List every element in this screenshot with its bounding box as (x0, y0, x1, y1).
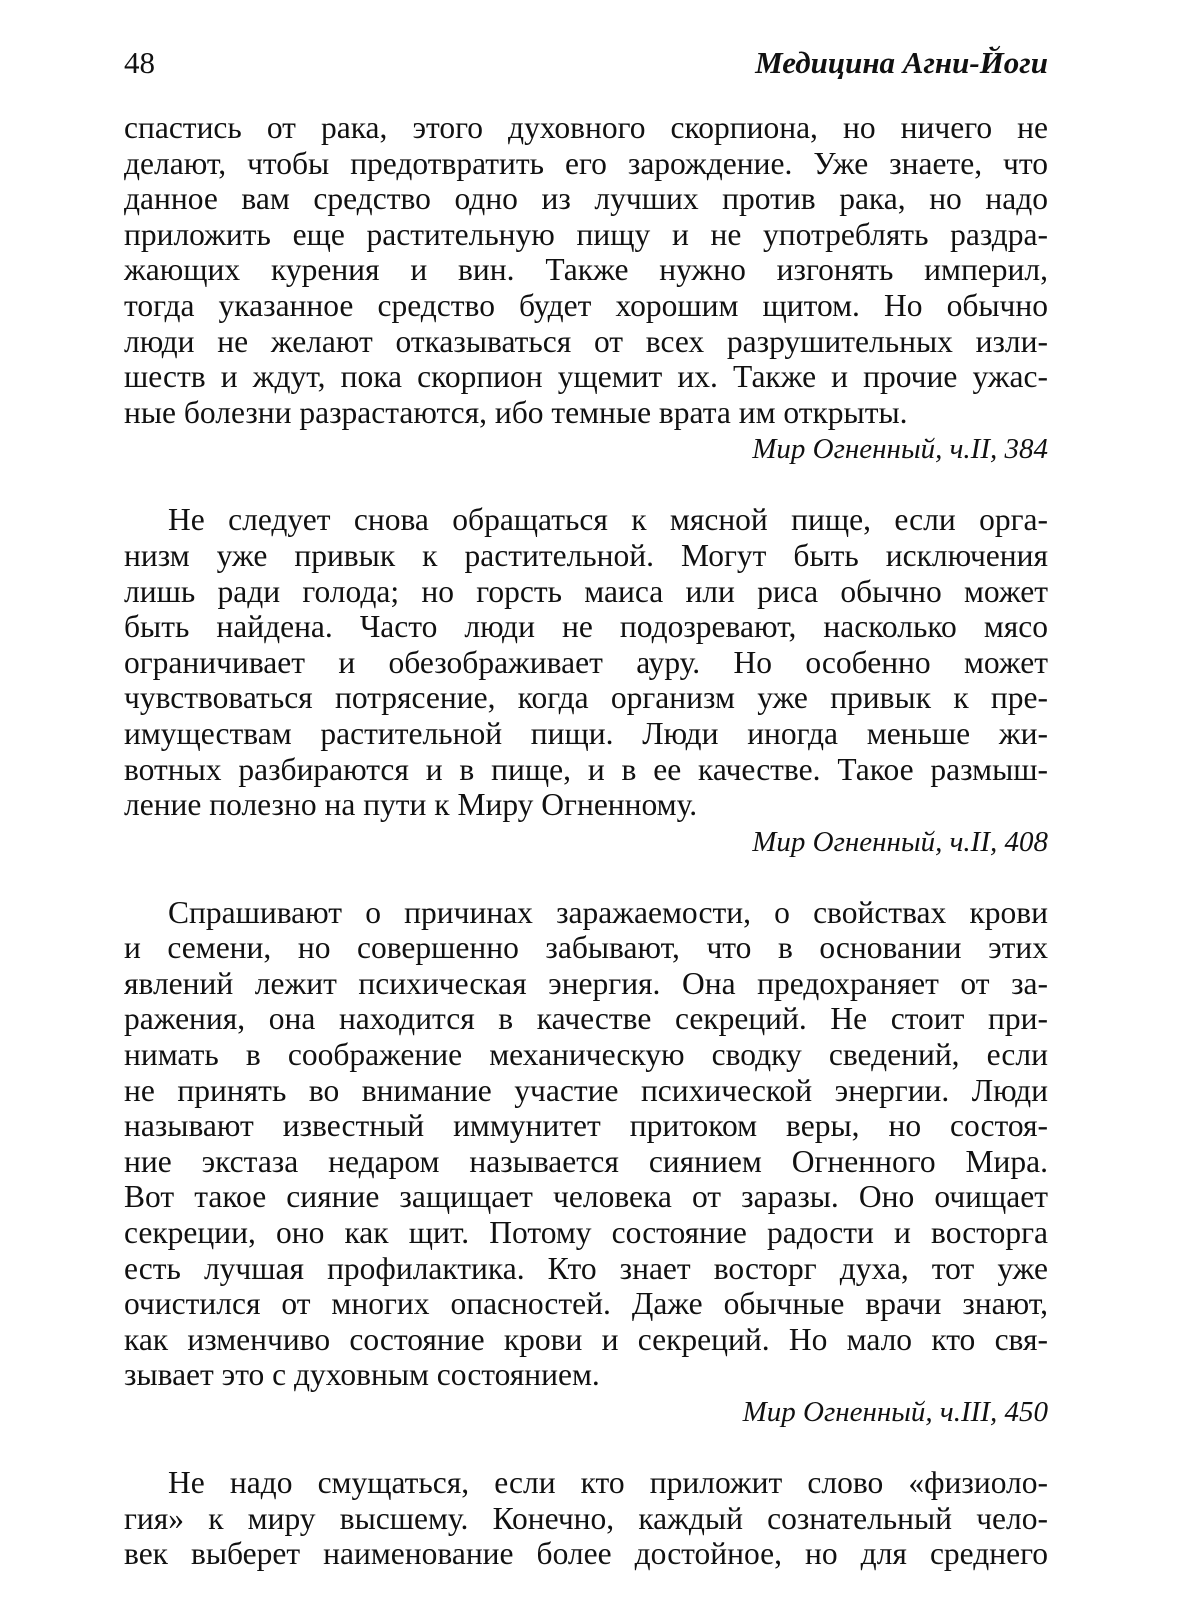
text-line: Вот такое сияние защищает человека от заразы. Оно очищает (124, 1179, 1048, 1215)
running-head (124, 44, 1048, 82)
paragraph-gap (124, 859, 1048, 895)
text-line: Не надо смущаться, если кто приложит слово «физиоло- (168, 1465, 1048, 1500)
text-line: явлений лежит психическая энергия. Она предохраняет от за- (124, 965, 1048, 1001)
text-line: Не следует снова обращаться к мясной пище, если орга- (168, 502, 1048, 538)
text-line: низм уже привык к растительной. Могут быть исключения (124, 537, 1048, 573)
text-line: ные болезни разрастаются, ибо темные врата им открыты. (124, 394, 908, 430)
text-line: зывает это с духовным состоянием. (124, 1357, 600, 1393)
text-line: чувствоваться потрясение, когда организм уже привык к пре- (124, 680, 1048, 716)
paragraph (124, 895, 1048, 1429)
text-line: не принять во внимание участие психической энергии. Люди (124, 1072, 1048, 1108)
text-line: делают, чтобы предотвратить его зарождение. Уже знаете, что (124, 145, 1048, 181)
source-citation: Мир Огненный, ч.II, 408 (752, 825, 1048, 858)
text-line: нимать в соображение механическую сводку сведений, если (124, 1037, 1048, 1073)
paragraph (124, 110, 1048, 466)
text-line: лишь ради голода; но горсть маиса или риса обычно может (124, 573, 1048, 609)
paragraph (124, 1465, 1048, 1572)
page-body (124, 110, 1048, 1572)
text-line: очистился от многих опасностей. Даже обычные врачи знают, (124, 1286, 1048, 1322)
text-line: имуществам растительной пищи. Люди иногда меньше жи- (124, 715, 1048, 751)
text-line: ление полезно на пути к Миру Огненному. (124, 787, 698, 823)
text-line: тогда указанное средство будет хорошим щитом. Но обычно (124, 287, 1048, 323)
text-line: как изменчиво состояние крови и секреций. Но мало кто свя- (124, 1321, 1048, 1357)
text-line: жающих курения и вин. Также нужно изгонять империл, (124, 252, 1048, 288)
running-title: Медицина Агни-Йоги (755, 45, 1048, 80)
text-line: приложить еще растительную пищу и не употреблять раздра- (124, 216, 1048, 252)
text-line: быть найдена. Часто люди не подозревают, насколько мясо (124, 609, 1048, 645)
text-line: шеств и ждут, пока скорпион ущемит их. Также и прочие ужас- (124, 359, 1048, 395)
text-line: люди не желают отказываться от всех разрушительных изли- (124, 323, 1048, 359)
page-number: 48 (124, 45, 155, 80)
source-citation: Мир Огненный, ч.III, 450 (742, 1396, 1048, 1428)
text-line: гия» к миру высшему. Конечно, каждый сознательный чело- (124, 1500, 1048, 1536)
book-page (124, 44, 1048, 1572)
text-line: называют известный иммунитет притоком веры, но состоя- (124, 1108, 1048, 1144)
source-citation: Мир Огненный, ч.II, 384 (752, 433, 1048, 466)
text-line: ние экстаза недаром называется сиянием Огненного Мира. (124, 1143, 1048, 1179)
paragraph-gap (124, 466, 1048, 502)
text-line: данное вам средство одно из лучших против рака, но надо (124, 181, 1048, 217)
text-line: ражения, она находится в качестве секреций. Не стоит при- (124, 1001, 1048, 1037)
text-line: и семени, но совершенно забывают, что в основании этих (124, 930, 1048, 966)
text-line: спастись от рака, этого духовного скорпиона, но ничего не (124, 110, 1048, 145)
text-line: есть лучшая профилактика. Кто знает восторг духа, тот уже (124, 1250, 1048, 1286)
text-line: ограничивает и обезображивает ауру. Но особенно может (124, 644, 1048, 680)
text-line: вотных разбираются и в пище, и в ее качестве. Такое размыш- (124, 751, 1048, 787)
text-line: секреции, оно как щит. Потому состояние радости и восторга (124, 1215, 1048, 1251)
text-line: Спрашивают о причинах заражаемости, о свойствах крови (168, 894, 1048, 930)
text-line: век выберет наименование более достойное, но для среднего (124, 1536, 1048, 1572)
paragraph (124, 502, 1048, 858)
paragraph-gap (124, 1429, 1048, 1465)
